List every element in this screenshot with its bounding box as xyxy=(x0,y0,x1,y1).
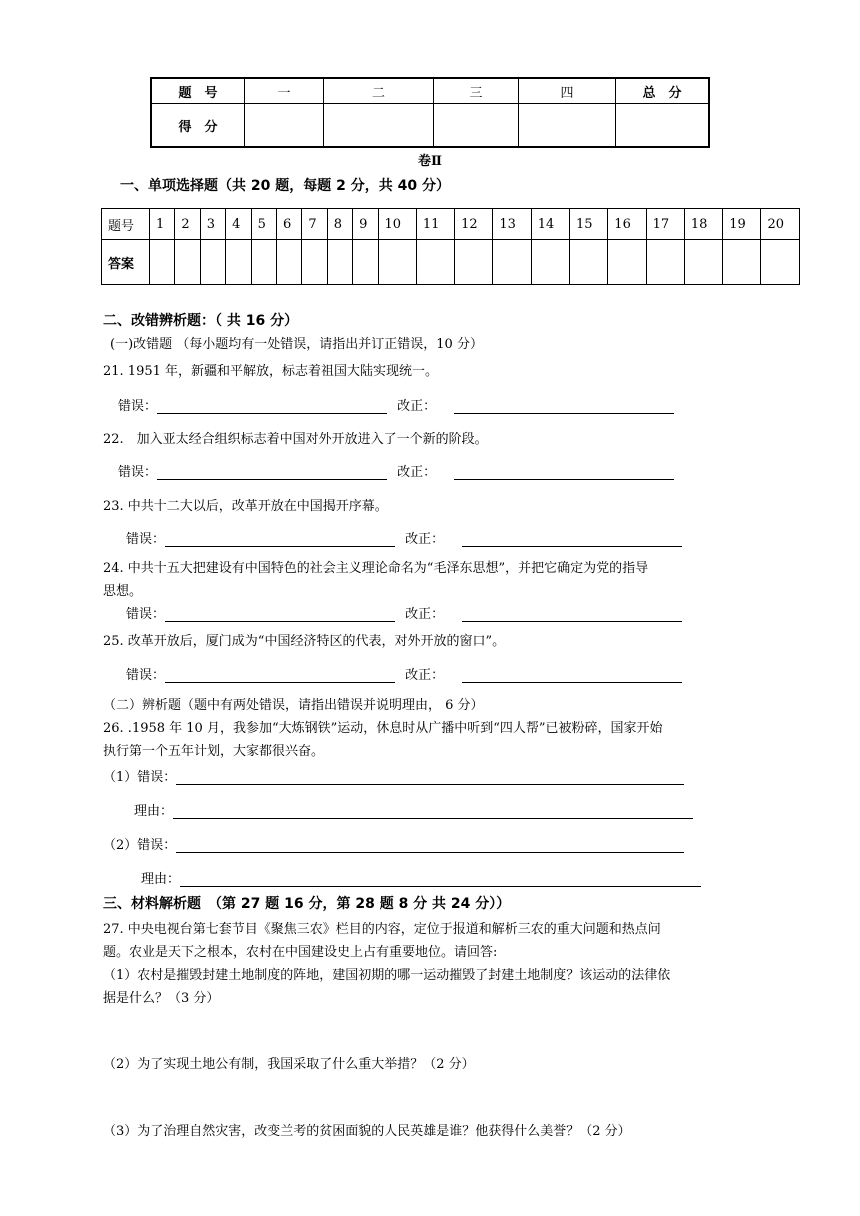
error1-row xyxy=(103,766,684,785)
answer-row-25 xyxy=(126,664,682,683)
question-25: 25. 改革开放后，厦门成为“中国经济特区的代表，对外开放的窗口”。 xyxy=(103,634,506,649)
answer-grid-number-4: 4 xyxy=(226,209,251,240)
answer-grid-number-3: 3 xyxy=(200,209,225,240)
wrong-label: 错误： xyxy=(126,532,166,547)
answer-grid-number-8: 8 xyxy=(327,209,352,240)
answer-grid-cell-18[interactable] xyxy=(684,240,722,285)
answer-grid-cell-13[interactable] xyxy=(493,240,531,285)
answer-grid-number-5: 5 xyxy=(251,209,276,240)
answer-grid-cell-19[interactable] xyxy=(723,240,761,285)
answer-grid-cell-11[interactable] xyxy=(416,240,454,285)
reason1-row xyxy=(134,800,693,819)
score-header-number: 题 号 xyxy=(151,78,245,104)
fix-answer-line[interactable] xyxy=(462,668,682,683)
answer-grid-cell-8[interactable] xyxy=(327,240,352,285)
fix-label: 改正： xyxy=(405,532,445,547)
answer-grid-cell-20[interactable] xyxy=(761,240,800,285)
reason1-answer-line[interactable] xyxy=(173,804,693,819)
section2-title: 二、改错辨析题：（ 共 16 分） xyxy=(103,313,299,329)
score-cell[interactable] xyxy=(324,104,434,148)
wrong-label: 错误： xyxy=(118,465,158,480)
answer-grid-cell-17[interactable] xyxy=(646,240,684,285)
reason2-answer-line[interactable] xyxy=(180,872,701,887)
answer-grid xyxy=(101,208,800,285)
section1-title: 一、单项选择题（共 20 题，每题 2 分，共 40 分） xyxy=(120,178,450,194)
question-21: 21. 1951 年，新疆和平解放，标志着祖国大陆实现统一。 xyxy=(103,364,439,379)
paper-volume-label: 卷Ⅱ xyxy=(418,154,442,169)
answer-grid-answer-label: 答案 xyxy=(102,240,150,285)
wrong-answer-line[interactable] xyxy=(165,607,395,622)
answer-grid-cell-16[interactable] xyxy=(608,240,646,285)
part2-title: （二）辨析题（题中有两处错误，请指出错误并说明理由， 6 分） xyxy=(103,698,484,713)
wrong-answer-line[interactable] xyxy=(157,399,387,414)
reason1-label: 理由： xyxy=(134,804,174,819)
question-27-line2: 题。农业是天下之根本，农村在中国建设史上占有重要地位。请回答: xyxy=(103,945,498,960)
answer-grid-number-15: 15 xyxy=(570,209,608,240)
wrong-answer-line[interactable] xyxy=(165,532,395,547)
wrong-label: 错误： xyxy=(118,399,158,414)
answer-grid-cell-7[interactable] xyxy=(302,240,327,285)
question-26-line1: 26. .1958 年 10 月，我参加“大炼钢铁”运动，休息时从广播中听到“四人帮”已被粉碎，国家开始 xyxy=(103,721,663,736)
fix-label: 改正： xyxy=(397,465,437,480)
answer-grid-number-1: 1 xyxy=(150,209,175,240)
answer-grid-number-11: 11 xyxy=(416,209,454,240)
answer-grid-number-12: 12 xyxy=(455,209,493,240)
answer-grid-number-6: 6 xyxy=(276,209,301,240)
answer-grid-number-13: 13 xyxy=(493,209,531,240)
answer-grid-number-17: 17 xyxy=(646,209,684,240)
answer-grid-cell-2[interactable] xyxy=(175,240,200,285)
score-header-total: 总 分 xyxy=(616,78,710,104)
answer-row-23 xyxy=(126,528,682,547)
answer-grid-cell-6[interactable] xyxy=(276,240,301,285)
wrong-label: 错误： xyxy=(126,607,166,622)
score-header-2: 二 xyxy=(324,78,434,104)
answer-grid-cell-5[interactable] xyxy=(251,240,276,285)
score-cell[interactable] xyxy=(616,104,710,148)
question-24-line2: 思想。 xyxy=(103,584,143,599)
answer-grid-cell-1[interactable] xyxy=(150,240,175,285)
score-cell[interactable] xyxy=(519,104,616,148)
answer-grid-cell-15[interactable] xyxy=(570,240,608,285)
error2-answer-line[interactable] xyxy=(176,838,684,853)
fix-label: 改正： xyxy=(405,668,445,683)
wrong-label: 错误： xyxy=(126,668,166,683)
answer-row-22 xyxy=(118,461,674,480)
answer-grid-number-19: 19 xyxy=(723,209,761,240)
fix-answer-line[interactable] xyxy=(454,465,674,480)
answer-grid-number-14: 14 xyxy=(531,209,569,240)
question-24-line1: 24. 中共十五大把建设有中国特色的社会主义理论命名为“毛泽东思想”，并把它确定为党的指导 xyxy=(103,561,649,576)
wrong-answer-line[interactable] xyxy=(165,668,395,683)
fix-label: 改正： xyxy=(397,399,437,414)
fix-answer-line[interactable] xyxy=(462,607,682,622)
error1-answer-line[interactable] xyxy=(176,770,684,785)
score-header-3: 三 xyxy=(434,78,519,104)
question-26-line2: 执行第一个五年计划，大家都很兴奋。 xyxy=(103,744,325,759)
reason2-label: 理由： xyxy=(141,872,181,887)
error1-label: （1）错误： xyxy=(103,770,177,785)
question-23: 23. 中共十二大以后，改革开放在中国揭开序幕。 xyxy=(103,499,388,514)
reason2-row xyxy=(141,868,701,887)
answer-grid-cell-14[interactable] xyxy=(531,240,569,285)
score-cell[interactable] xyxy=(434,104,519,148)
answer-grid-cell-3[interactable] xyxy=(200,240,225,285)
fix-label: 改正： xyxy=(405,607,445,622)
answer-grid-header-label: 题号 xyxy=(102,209,150,240)
score-header-1: 一 xyxy=(245,78,324,104)
answer-grid-number-7: 7 xyxy=(302,209,327,240)
question-27-2: （2）为了实现土地公有制，我国采取了什么重大举措？（2 分） xyxy=(103,1057,475,1072)
answer-grid-number-16: 16 xyxy=(608,209,646,240)
answer-grid-cell-4[interactable] xyxy=(226,240,251,285)
score-table xyxy=(150,77,710,148)
score-cell[interactable] xyxy=(245,104,324,148)
score-row-label: 得 分 xyxy=(151,104,245,148)
section3-title: 三、材料解析题 （第 27 题 16 分，第 28 题 8 分 共 24 分）） xyxy=(103,896,511,912)
answer-grid-number-18: 18 xyxy=(684,209,722,240)
wrong-answer-line[interactable] xyxy=(157,465,387,480)
answer-grid-cell-9[interactable] xyxy=(353,240,378,285)
question-27-1-line1: （1）农村是摧毁封建土地制度的阵地，建国初期的哪一运动摧毁了封建土地制度？该运动的法律依 xyxy=(103,968,671,983)
fix-answer-line[interactable] xyxy=(462,532,682,547)
question-22: 22. 加入亚太经合组织标志着中国对外开放进入了一个新的阶段。 xyxy=(103,432,488,447)
answer-row-21 xyxy=(118,395,674,414)
answer-grid-number-2: 2 xyxy=(175,209,200,240)
part1-title: (一)改错题 （每小题均有一处错误，请指出并订正错误，10 分） xyxy=(110,337,483,352)
question-27-3: （3）为了治理自然灾害，改变兰考的贫困面貌的人民英雄是谁？他获得什么美誉？（2 分） xyxy=(103,1124,631,1139)
error2-row xyxy=(103,834,684,853)
answer-grid-number-9: 9 xyxy=(353,209,378,240)
question-27-line1: 27. 中央电视台第七套节目《聚焦三农》栏目的内容，定位于报道和解析三农的重大问题和热点问 xyxy=(103,922,661,937)
answer-row-24 xyxy=(126,603,682,622)
answer-grid-cell-10[interactable] xyxy=(378,240,416,285)
error2-label: （2）错误： xyxy=(103,838,177,853)
answer-grid-number-20: 20 xyxy=(761,209,800,240)
answer-grid-number-10: 10 xyxy=(378,209,416,240)
answer-grid-cell-12[interactable] xyxy=(455,240,493,285)
score-header-4: 四 xyxy=(519,78,616,104)
question-27-1-line2: 据是什么？（3 分） xyxy=(103,991,220,1006)
fix-answer-line[interactable] xyxy=(454,399,674,414)
